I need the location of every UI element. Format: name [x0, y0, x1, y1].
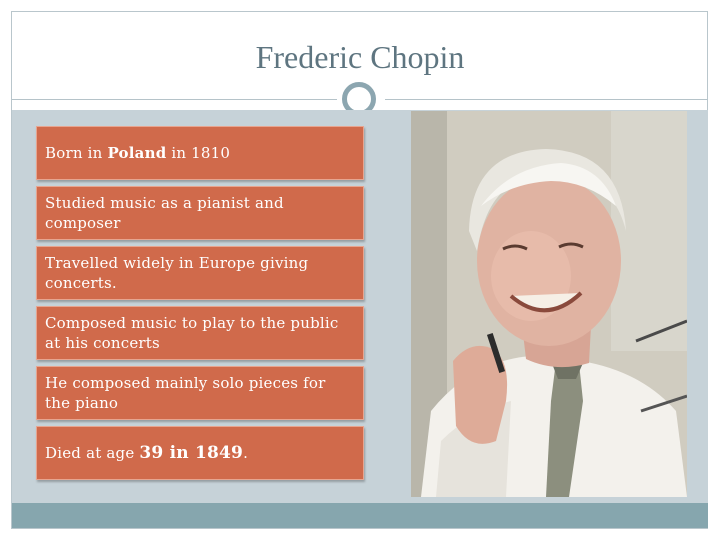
bullet-text-part: He composed mainly solo pieces for the piano	[45, 374, 326, 412]
bullet-text	[45, 373, 355, 413]
bullet-text-part: in 1810	[166, 144, 231, 162]
bullet-text-part: Died at age	[45, 444, 140, 462]
title-divider-right	[385, 99, 708, 100]
bullet-text-part: 1849	[194, 443, 244, 463]
bullet-item	[36, 306, 364, 360]
bullet-item	[36, 186, 364, 240]
bullet-text	[45, 443, 248, 463]
bullet-item	[36, 126, 364, 180]
portrait-photo	[411, 111, 687, 497]
footer-bar	[12, 503, 708, 528]
title-divider-left	[12, 99, 337, 100]
bullet-text-part: Composed music to play to the public at his concerts	[45, 314, 339, 352]
slide-title: Frederic Chopin	[255, 38, 465, 75]
bullet-text-part: .	[243, 444, 249, 462]
bullet-text-part: Born in	[45, 144, 108, 162]
bullet-text-part: Studied music as a pianist and composer	[45, 194, 284, 232]
bullet-text-part: 39	[139, 443, 164, 463]
bullet-text	[45, 313, 355, 353]
bullet-item	[36, 366, 364, 420]
bullet-item	[36, 426, 364, 480]
bullet-text	[45, 253, 355, 293]
bullet-text	[45, 143, 230, 163]
bullet-item	[36, 246, 364, 300]
bullet-text-part: in	[163, 443, 195, 463]
bullet-text	[45, 193, 355, 233]
bullet-text-part: Travelled widely in Europe giving concerts.	[45, 254, 309, 292]
bullet-text-part: Poland	[107, 144, 167, 162]
